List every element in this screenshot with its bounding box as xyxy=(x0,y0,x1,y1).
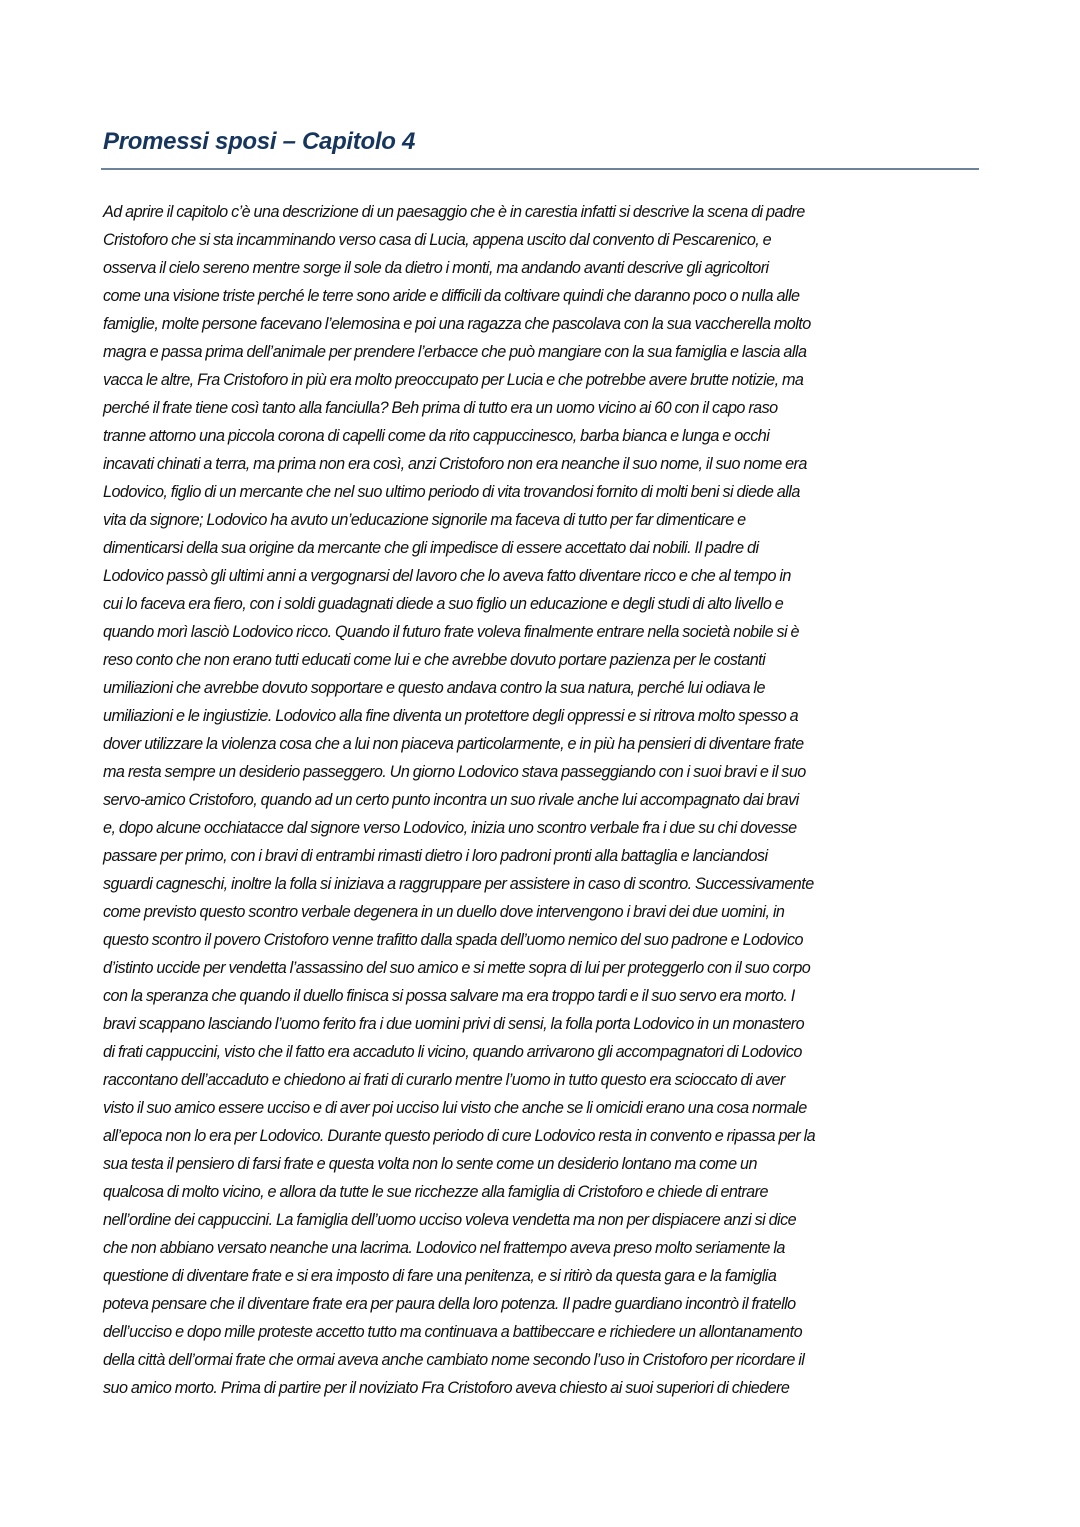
paragraph-line: raccontano dell’accaduto e chiedono ai frati di curarlo mentre l’uomo in tutto questo era scioccato di aver xyxy=(103,1071,785,1089)
paragraph-line: questione di diventare frate e si era imposto di fare una penitenza, e si ritirò da questa gara e la famiglia xyxy=(103,1267,777,1285)
paragraph-line: suo amico morto. Prima di partire per il noviziato Fra Cristoforo aveva chiesto ai suoi superiori di chiedere xyxy=(103,1379,790,1397)
paragraph-line: della città dell’ormai frate che ormai aveva anche cambiato nome secondo l’uso in Cristoforo per ricordare il xyxy=(103,1351,805,1369)
paragraph-line: magra e passa prima dell’animale per prendere l’erbacce che può mangiare con la sua famiglia e lascia alla xyxy=(103,343,807,361)
paragraph-line: visto il suo amico essere ucciso e di aver poi ucciso lui visto che anche se li omicidi erano una cosa normale xyxy=(103,1099,807,1117)
paragraph-line: quando morì lasciò Lodovico ricco. Quando il futuro frate voleva finalmente entrare nella società nobile si è xyxy=(103,623,799,641)
paragraph-line: poteva pensare che il diventare frate era per paura della loro potenza. Il padre guardiano incontrò il fratello xyxy=(103,1295,796,1313)
paragraph-line: tranne attorno una piccola corona di capelli come da rito cappuccinesco, barba bianca e lunga e occhi xyxy=(103,427,770,445)
paragraph-line: ma resta sempre un desiderio passeggero. Un giorno Lodovico stava passeggiando con i suoi bravi e il suo xyxy=(103,763,806,781)
paragraph-line: nell’ordine dei cappuccini. La famiglia dell’uomo ucciso voleva vendetta ma non per dispiacere anzi si dice xyxy=(103,1211,797,1229)
paragraph-line: dover utilizzare la violenza cosa che a lui non piaceva particolarmente, e in più ha pensieri di diventare frate xyxy=(103,735,804,753)
paragraph-line: Ad aprire il capitolo c’è una descrizione di un paesaggio che è in carestia infatti si descrive la scena di padre xyxy=(103,203,805,221)
paragraph-line: con la speranza che quando il duello finisca si possa salvare ma era troppo tardi e il suo servo era morto. I xyxy=(103,987,795,1005)
paragraph-line: servo-amico Cristoforo, quando ad un certo punto incontra un suo rivale anche lui accompagnato dai bravi xyxy=(103,791,799,809)
paragraph-line: incavati chinati a terra, ma prima non era così, anzi Cristoforo non era neanche il suo nome, il suo nome era xyxy=(103,455,807,473)
paragraph-line: dell’ucciso e dopo mille proteste accetto tutto ma continuava a battibeccare e richiedere un allontanamento xyxy=(103,1323,803,1341)
paragraph-line: cui lo faceva era fiero, con i soldi guadagnati diede a suo figlio un educazione e degli studi di alto livello e xyxy=(103,595,784,613)
paragraph-line: reso conto che non erano tutti educati come lui e che avrebbe dovuto portare pazienza per le costanti xyxy=(103,651,766,669)
paragraph-line: dimenticarsi della sua origine da mercante che gli impedisce di essere accettato dai nobili. Il padre di xyxy=(103,539,759,557)
paragraph-line: famiglie, molte persone facevano l’elemosina e poi una ragazza che pascolava con la sua vaccherella molto xyxy=(103,315,811,333)
paragraph-line: come una visione triste perché le terre sono aride e difficili da coltivare quindi che daranno poco o nulla alle xyxy=(103,287,800,305)
paragraph-line: che non abbiano versato neanche una lacrima. Lodovico nel frattempo aveva preso molto seriamente la xyxy=(103,1239,785,1257)
document-title: Promessi sposi – Capitolo 4 xyxy=(103,128,415,155)
paragraph-line: vacca le altre, Fra Cristoforo in più era molto preoccupato per Lucia e che potrebbe avere brutte notizie, ma xyxy=(103,371,804,389)
paragraph-line: umiliazioni e le ingiustizie. Lodovico alla fine diventa un protettore degli oppressi e si ritrova molto spesso a xyxy=(103,707,799,725)
paragraph-line: sguardi cagneschi, inoltre la folla si iniziava a raggruppare per assistere in caso di scontro. Successivamente xyxy=(103,875,814,893)
paragraph-line: Lodovico, figlio di un mercante che nel suo ultimo periodo di vita trovandosi fornito di molti beni si diede alla xyxy=(103,483,800,501)
paragraph-line: come previsto questo scontro verbale degenera in un duello dove intervengono i bravi dei due uomini, in xyxy=(103,903,785,921)
paragraph-line: bravi scappano lasciando l’uomo ferito fra i due uomini privi di sensi, la folla porta Lodovico in un monastero xyxy=(103,1015,805,1033)
paragraph-line: passare per primo, con i bravi di entrambi rimasti dietro i loro padroni pronti alla battaglia e lanciandosi xyxy=(103,847,768,865)
paragraph-line: e, dopo alcune occhiatacce dal signore verso Lodovico, inizia uno scontro verbale fra i due su chi dovesse xyxy=(103,819,797,837)
paragraph-line: di frati cappuccini, visto che il fatto era accaduto li vicino, quando arrivarono gli accompagnatori di Lodovico xyxy=(103,1043,802,1061)
paragraph-line: vita da signore; Lodovico ha avuto un’educazione signorile ma faceva di tutto per far dimenticare e xyxy=(103,511,746,529)
paragraph-line: umiliazioni che avrebbe dovuto sopportare e questo andava contro la sua natura, perché lui odiava le xyxy=(103,679,765,697)
paragraph-line: Lodovico passò gli ultimi anni a vergognarsi del lavoro che lo aveva fatto diventare ricco e che al tempo in xyxy=(103,567,791,585)
document-body-paragraph xyxy=(103,198,983,1402)
paragraph-line: osserva il cielo sereno mentre sorge il sole da dietro i monti, ma andando avanti descrive gli agricoltori xyxy=(103,259,769,277)
paragraph-line: qualcosa di molto vicino, e allora da tutte le sue ricchezze alla famiglia di Cristoforo e chiede di entrare xyxy=(103,1183,768,1201)
paragraph-line: all’epoca non lo era per Lodovico. Durante questo periodo di cure Lodovico resta in convento e ripassa per la xyxy=(103,1127,816,1145)
paragraph-line: sua testa il pensiero di farsi frate e questa volta non lo sente come un desiderio lontano ma come un xyxy=(103,1155,757,1173)
paragraph-line: questo scontro il povero Cristoforo venne trafitto dalla spada dell’uomo nemico del suo padrone e Lodovico xyxy=(103,931,803,949)
paragraph-line: perché il frate tiene così tanto alla fanciulla? Beh prima di tutto era un uomo vicino ai 60 con il capo raso xyxy=(103,399,778,417)
title-underline-divider xyxy=(101,168,979,170)
paragraph-line: d’istinto uccide per vendetta l’assassino del suo amico e si mette sopra di lui per proteggerlo con il suo corpo xyxy=(103,959,811,977)
paragraph-line: Cristoforo che si sta incamminando verso casa di Lucia, appena uscito dal convento di Pescarenico, e xyxy=(103,231,772,249)
